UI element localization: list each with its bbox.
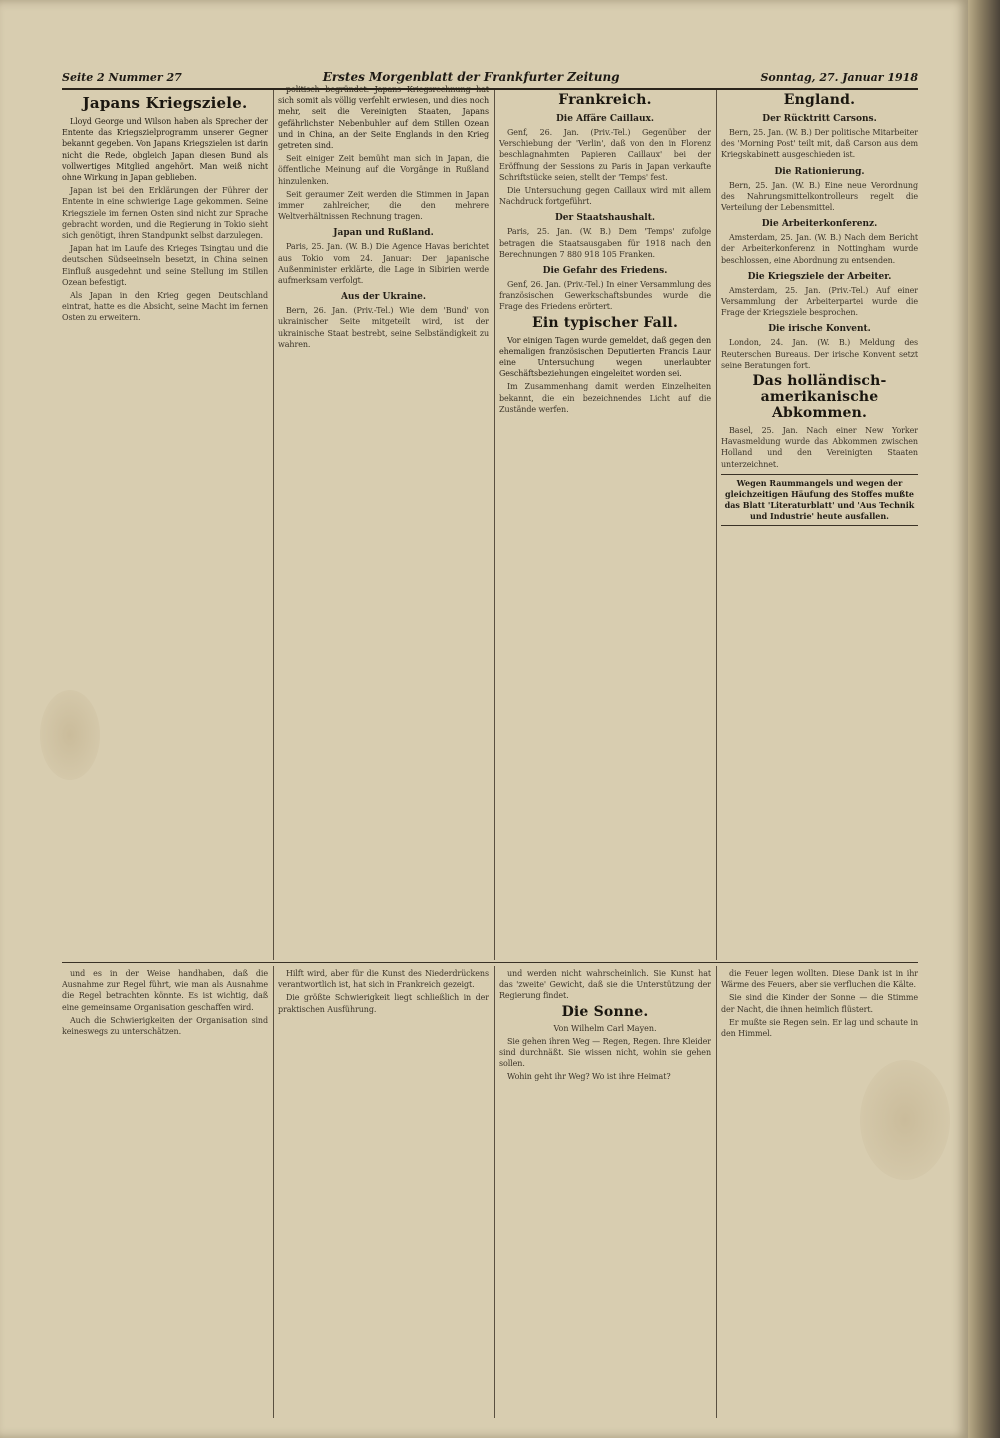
article-paragraph: Lloyd George und Wilson haben als Sprecher der Entente das Kriegszielprogramm unserer Gegner bekannt gegeben. Von Japans Kriegszielen ist darin nicht die Rede, obgleich Japan diesen Bund als vollwertiges Mitglied angehört. Man weiß nicht ohne Wirkung in Japan geblieben. xyxy=(62,117,268,183)
page-number: Seite 2 Nummer 27 xyxy=(62,71,182,84)
feuilleton-column-2 xyxy=(278,968,489,1418)
article-paragraph: Sie gehen ihren Weg — Regen, Regen. Ihre Kleider sind durchnäßt. Sie wissen nicht, wohin sie gehen sollen. xyxy=(499,1036,711,1069)
article-paragraph: Bern, 25. Jan. (W. B.) Eine neue Verordnung des Nahrungsmittelkontrolleurs regelt die Verteilung der Lebensmittel. xyxy=(721,180,918,213)
column-rule xyxy=(273,966,274,1418)
feuilleton-column-1 xyxy=(62,968,268,1418)
article-paragraph: und es in der Weise handhaben, daß die Ausnahme zur Regel führt, wie man als Ausnahme die Regel betrachten könnte. Es ist wichtig, daß eine gemeinsame Organisation geschaffen wird. xyxy=(62,969,268,1012)
editorial-notice: Wegen Raummangels und wegen der gleichzeitigen Häufung des Stoffes mußte das Blatt 'Literaturblatt' und 'Aus Technik und Industrie' heute ausfallen. xyxy=(721,474,918,526)
newspaper-title: Erstes Morgenblatt der Frankfurter Zeitung xyxy=(322,70,620,84)
article-paragraph: Als Japan in den Krieg gegen Deutschland eintrat, hatte es die Absicht, seine Macht im fernen Osten zu erweitern. xyxy=(62,291,268,323)
article-paragraph: politisch begründet. Japans Kriegsrechnung hat sich somit als völlig verfehlt erwiesen, und dies noch mehr, seit die Vereinigten Staaten, Japans gefährlichster Nebenbuhler auf dem Stillen Ozean und in China, an der Seite Englands in den Krieg getreten sind. xyxy=(278,85,489,151)
article-paragraph: Basel, 25. Jan. Nach einer New Yorker Havasmeldung wurde das Abkommen zwischen Holland und den Vereinigten Staaten unterzeichnet. xyxy=(721,426,918,469)
column-2 xyxy=(278,84,489,958)
article-paragraph: Wohin geht ihr Weg? Wo ist ihre Heimat? xyxy=(507,1072,671,1082)
section-subhead: Japan und Rußland. xyxy=(333,228,434,239)
story-byline: Von Wilhelm Carl Mayen. xyxy=(553,1023,657,1033)
article-paragraph: Seit geraumer Zeit werden die Stimmen in Japan immer zahlreicher, die den mehrere Weltverhältnissen Rechnung tragen. xyxy=(278,189,489,222)
article-paragraph: Seit einiger Zeit bemüht man sich in Japan, die öffentliche Meinung auf die Vorgänge in Rußland hinzulenken. xyxy=(278,154,489,186)
article-headline: Das holländisch-amerikanische Abkommen. xyxy=(752,373,887,422)
article-headline: England. xyxy=(783,92,856,108)
article-paragraph: Die Untersuchung gegen Caillaux wird mit allem Nachdruck fortgeführt. xyxy=(499,186,711,207)
column-rule xyxy=(494,90,495,960)
column-rule xyxy=(716,966,717,1418)
column-rule xyxy=(716,90,717,960)
article-paragraph: und werden nicht wahrscheinlich. Sie Kunst hat das 'zweite' Gewicht, daß sie die Unterstützung der Regierung findet. xyxy=(499,969,711,1001)
article-paragraph: Japan hat im Laufe des Krieges Tsingtau und die deutschen Südseeinseln besetzt, in China seinen Einfluß ausgedehnt und seine Stellung im Stillen Ozean befestigt. xyxy=(62,244,268,287)
article-paragraph: Vor einigen Tagen wurde gemeldet, daß gegen den ehemaligen französischen Deputierten Francis Laur eine Untersuchung wegen unerlaubter Geschäftsbeziehungen eingeleitet worden sei. xyxy=(499,335,711,379)
feuilleton-column-4 xyxy=(721,968,918,1418)
issue-date: Sonntag, 27. Januar 1918 xyxy=(760,71,918,84)
article-paragraph: Bern, 25. Jan. (W. B.) Der politische Mitarbeiter des 'Morning Post' teilt mit, daß Carson aus dem Kriegskabinett ausgeschieden ist. xyxy=(721,128,918,160)
article-headline: Frankreich. xyxy=(558,92,652,108)
column-1 xyxy=(62,92,268,958)
column-rule xyxy=(494,966,495,1418)
section-subhead: Aus der Ukraine. xyxy=(340,292,427,303)
section-subhead: Die Gefahr des Friedens. xyxy=(542,266,668,277)
feuilleton-column-3 xyxy=(499,968,711,1418)
article-paragraph: Amsterdam, 25. Jan. (W. B.) Nach dem Bericht der Arbeiterkonferenz in Nottingham wurde beschlossen, eine Abordnung zu entsenden. xyxy=(721,233,918,265)
article-paragraph: Amsterdam, 25. Jan. (Priv.-Tel.) Auf einer Versammlung der Arbeiterpartei wurde die Frage der Kriegsziele besprochen. xyxy=(721,285,918,318)
column-3 xyxy=(499,90,711,958)
article-paragraph: Im Zusammenhang damit werden Einzelheiten bekannt, die ein bezeichnendes Licht auf die Zustände werfen. xyxy=(499,382,711,414)
article-paragraph: Sie sind die Kinder der Sonne — die Stimme der Nacht, die ihnen heimlich flüstert. xyxy=(721,993,918,1014)
article-paragraph: Genf, 26. Jan. (Priv.-Tel.) Gegenüber der Verschiebung der 'Verlin', daß von den in Florenz beschlagnahmten Papieren Caillaux' bei der Eröffnung der Sessions zu Paris in Japan verkaufte Schriftstücke seien, stellt der 'Temps' fest. xyxy=(499,128,711,182)
section-subhead: Die Rationierung. xyxy=(774,166,865,177)
article-paragraph: London, 24. Jan. (W. B.) Meldung des Reuterschen Bureaus. Der irische Konvent setzt seine Beratungen fort. xyxy=(721,338,918,370)
story-headline: Die Sonne. xyxy=(561,1003,649,1020)
article-headline: Japans Kriegsziele. xyxy=(82,94,248,112)
section-divider xyxy=(62,962,918,963)
article-paragraph: Bern, 26. Jan. (Priv.-Tel.) Wie dem 'Bund' von ukrainischer Seite mitgeteilt wird, ist der ukrainische Staat bestrebt, seine Selbständigkeit zu wahren. xyxy=(278,306,489,349)
article-paragraph: Hilft wird, aber für die Kunst des Niederdrückens verantwortlich ist, hat sich in Frankreich gezeigt. xyxy=(278,969,489,990)
article-paragraph: Paris, 25. Jan. (W. B.) Die Agence Havas berichtet aus Tokio vom 24. Januar: Der japanische Außenminister erklärte, die Lage in Sibirien werde aufmerksam verfolgt. xyxy=(278,242,489,286)
masthead xyxy=(62,70,918,90)
page-edge-shadow xyxy=(968,0,1000,1438)
article-paragraph: Paris, 25. Jan. (W. B.) Dem 'Temps' zufolge betragen die Staatsausgaben für 1918 nach den Berechnungen 7 880 918 105 Franken. xyxy=(499,227,711,259)
article-paragraph: Japan ist bei den Erklärungen der Führer der Entente in eine schwierige Lage gekommen. Seine Kriegsziele im fernen Osten sind nicht zur Sprache gebracht worden, und die Regierung in Tokio sieht sich genötigt, ihren Standpunkt selbst darzulegen. xyxy=(62,186,268,241)
article-paragraph: Auch die Schwierigkeiten der Organisation sind keineswegs zu unterschätzen. xyxy=(62,1015,268,1037)
article-paragraph: Genf, 26. Jan. (Priv.-Tel.) In einer Versammlung des französischen Gewerkschaftsbundes wurde die Frage des Friedens erörtert. xyxy=(499,280,711,312)
column-rule xyxy=(273,90,274,960)
section-subhead: Der Rücktritt Carsons. xyxy=(762,114,877,124)
section-subhead: Die Kriegsziele der Arbeiter. xyxy=(747,271,892,282)
section-subhead: Die Arbeiterkonferenz. xyxy=(761,219,878,230)
article-paragraph: Er mußte sie Regen sein. Er lag und schaute in den Himmel. xyxy=(721,1017,918,1039)
column-4 xyxy=(721,90,918,958)
section-subhead: Die Affäre Caillaux. xyxy=(555,114,654,124)
article-headline: Ein typischer Fall. xyxy=(531,314,679,331)
section-subhead: Der Staatshaushalt. xyxy=(554,213,656,224)
article-paragraph: Die größte Schwierigkeit liegt schließlich in der praktischen Ausführung. xyxy=(278,993,489,1014)
section-subhead: Die irische Konvent. xyxy=(768,324,871,335)
article-paragraph: die Feuer legen wollten. Diese Dank ist in ihr Wärme des Feuers, aber sie verfluchen die Kälte. xyxy=(721,969,918,990)
